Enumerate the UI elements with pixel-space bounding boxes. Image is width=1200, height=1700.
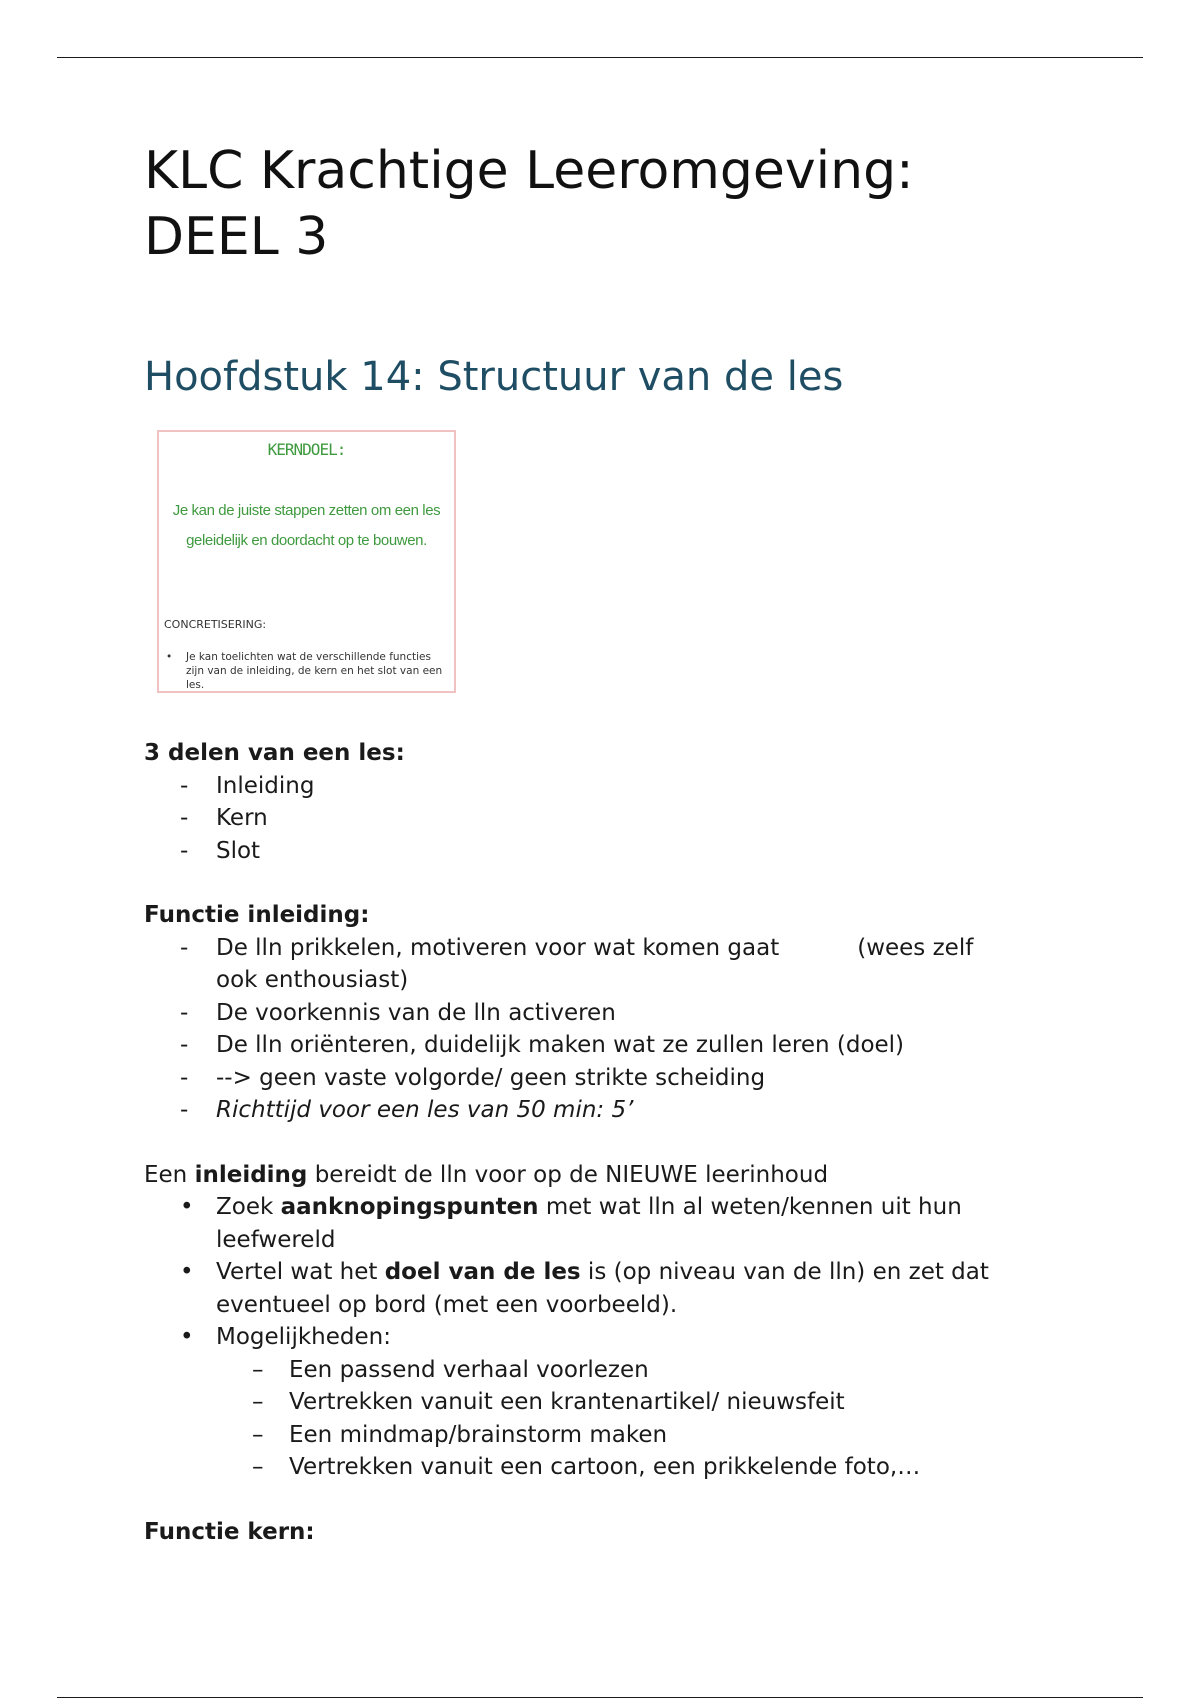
- intro-paragraph-section: [144, 1159, 1044, 1484]
- dash-marker: -: [180, 1097, 189, 1123]
- list-item-text: De lln oriënteren, duidelijk maken wat ze zullen leren (doel): [216, 1032, 905, 1058]
- list-item-aside: (wees zelf: [857, 934, 974, 961]
- list-item: [144, 932, 1044, 997]
- list-item: [144, 1256, 1044, 1321]
- list-item-text: Slot: [216, 837, 261, 864]
- concretisering-heading: CONCRETISERING:: [164, 618, 267, 631]
- dash-marker: -: [180, 1032, 189, 1058]
- list-item-text: Vertrekken vanuit een krantenartikel/ nieuwsfeit: [289, 1389, 845, 1415]
- sub-list-item: [144, 1354, 1044, 1387]
- intro-bullet-list: [144, 1191, 1044, 1354]
- core-function-section: [144, 1516, 1044, 1549]
- list-item: [144, 1321, 1044, 1354]
- text-run-bold: aanknopingspunten: [280, 1194, 539, 1220]
- text-run: met wat lln al weten/kennen uit hun leefwereld: [216, 1194, 962, 1253]
- parts-heading: 3 delen van een les:: [144, 740, 405, 766]
- concretisering-item: [164, 650, 446, 692]
- intro-function-list: [144, 932, 1044, 1127]
- dash-marker: -: [180, 934, 189, 961]
- bullet-marker: •: [166, 651, 173, 663]
- dash-marker: -: [180, 1064, 189, 1091]
- list-item: [144, 770, 1044, 803]
- text-run: bereidt de lln voor op de NIEUWE leerinhoud: [307, 1161, 829, 1188]
- parts-section: [144, 737, 1044, 867]
- dash-marker: -: [180, 772, 189, 799]
- en-dash-marker: –: [252, 1421, 264, 1448]
- list-item-text: Kern: [216, 805, 268, 831]
- list-item-text: Een mindmap/brainstorm maken: [289, 1421, 668, 1448]
- page-content: [144, 138, 1044, 1548]
- text-run-bold: doel van de les: [384, 1259, 581, 1285]
- chapter-title: Hoofdstuk 14: Structuur van de les: [144, 354, 844, 400]
- en-dash-marker: –: [252, 1356, 264, 1383]
- text-run: Zoek: [216, 1194, 281, 1220]
- list-item-text: Vertrekken vanuit een cartoon, een prikkelende foto,…: [289, 1454, 921, 1480]
- intro-function-heading: Functie inleiding:: [144, 902, 370, 928]
- parts-list: [144, 770, 1044, 868]
- list-item-text: Een passend verhaal voorlezen: [289, 1356, 649, 1383]
- list-item: [144, 1094, 1044, 1127]
- top-rule: [57, 57, 1143, 58]
- list-item: [144, 802, 1044, 835]
- list-item-text: Richttijd voor een les van 50 min: 5’: [216, 1097, 634, 1123]
- en-dash-marker: –: [252, 1454, 264, 1480]
- sub-list-item: [144, 1419, 1044, 1452]
- list-item-text: Mogelijkheden:: [216, 1324, 391, 1350]
- list-item: [144, 835, 1044, 868]
- list-item: [144, 1191, 1044, 1256]
- list-item-text: De voorkennis van de lln activeren: [216, 999, 616, 1026]
- dash-marker: -: [180, 805, 189, 831]
- possibilities-list: [144, 1354, 1044, 1484]
- text-run: Vertel wat het: [216, 1259, 385, 1285]
- list-item-continuation: ook enthousiast): [216, 967, 409, 993]
- en-dash-marker: –: [252, 1389, 264, 1415]
- bottom-rule: [57, 1697, 1143, 1698]
- document-title-line2: DEEL 3: [144, 207, 329, 267]
- intro-paragraph: [144, 1159, 1044, 1192]
- dash-marker: -: [180, 999, 189, 1026]
- document-title-line1: KLC Krachtige Leeromgeving:: [144, 141, 914, 201]
- text-run: is (op niveau van de lln) en zet dat eventueel op bord (met een voorbeeld).: [216, 1259, 989, 1318]
- goal-text: Je kan de juiste stappen zetten om een les geleidelijk en doordacht op te bouwen.: [172, 502, 441, 549]
- document-title: [144, 138, 1044, 270]
- sub-list-item: [144, 1451, 1044, 1484]
- core-function-heading: Functie kern:: [144, 1518, 315, 1545]
- list-item-text: --> geen vaste volgorde/ geen strikte scheiding: [216, 1064, 766, 1091]
- goal-card-image: [157, 430, 456, 693]
- list-item: [144, 997, 1044, 1030]
- text-run-bold: inleiding: [194, 1161, 308, 1188]
- bullet-marker: •: [180, 1194, 194, 1220]
- text-run: Een: [144, 1161, 195, 1188]
- dash-marker: -: [180, 837, 189, 864]
- concretisering-text: Je kan toelichten wat de verschillende functies zijn van de inleiding, de kern en het slot van een les.: [186, 651, 443, 691]
- goal-heading: KERNDOEL:: [267, 440, 346, 459]
- intro-function-section: [144, 899, 1044, 1127]
- sub-list-item: [144, 1386, 1044, 1419]
- list-item-text: Inleiding: [216, 772, 315, 799]
- list-item: [144, 1029, 1044, 1062]
- bullet-marker: •: [180, 1324, 194, 1350]
- bullet-marker: •: [180, 1259, 194, 1285]
- list-item-text: De lln prikkelen, motiveren voor wat komen gaat: [216, 934, 780, 961]
- list-item: [144, 1062, 1044, 1095]
